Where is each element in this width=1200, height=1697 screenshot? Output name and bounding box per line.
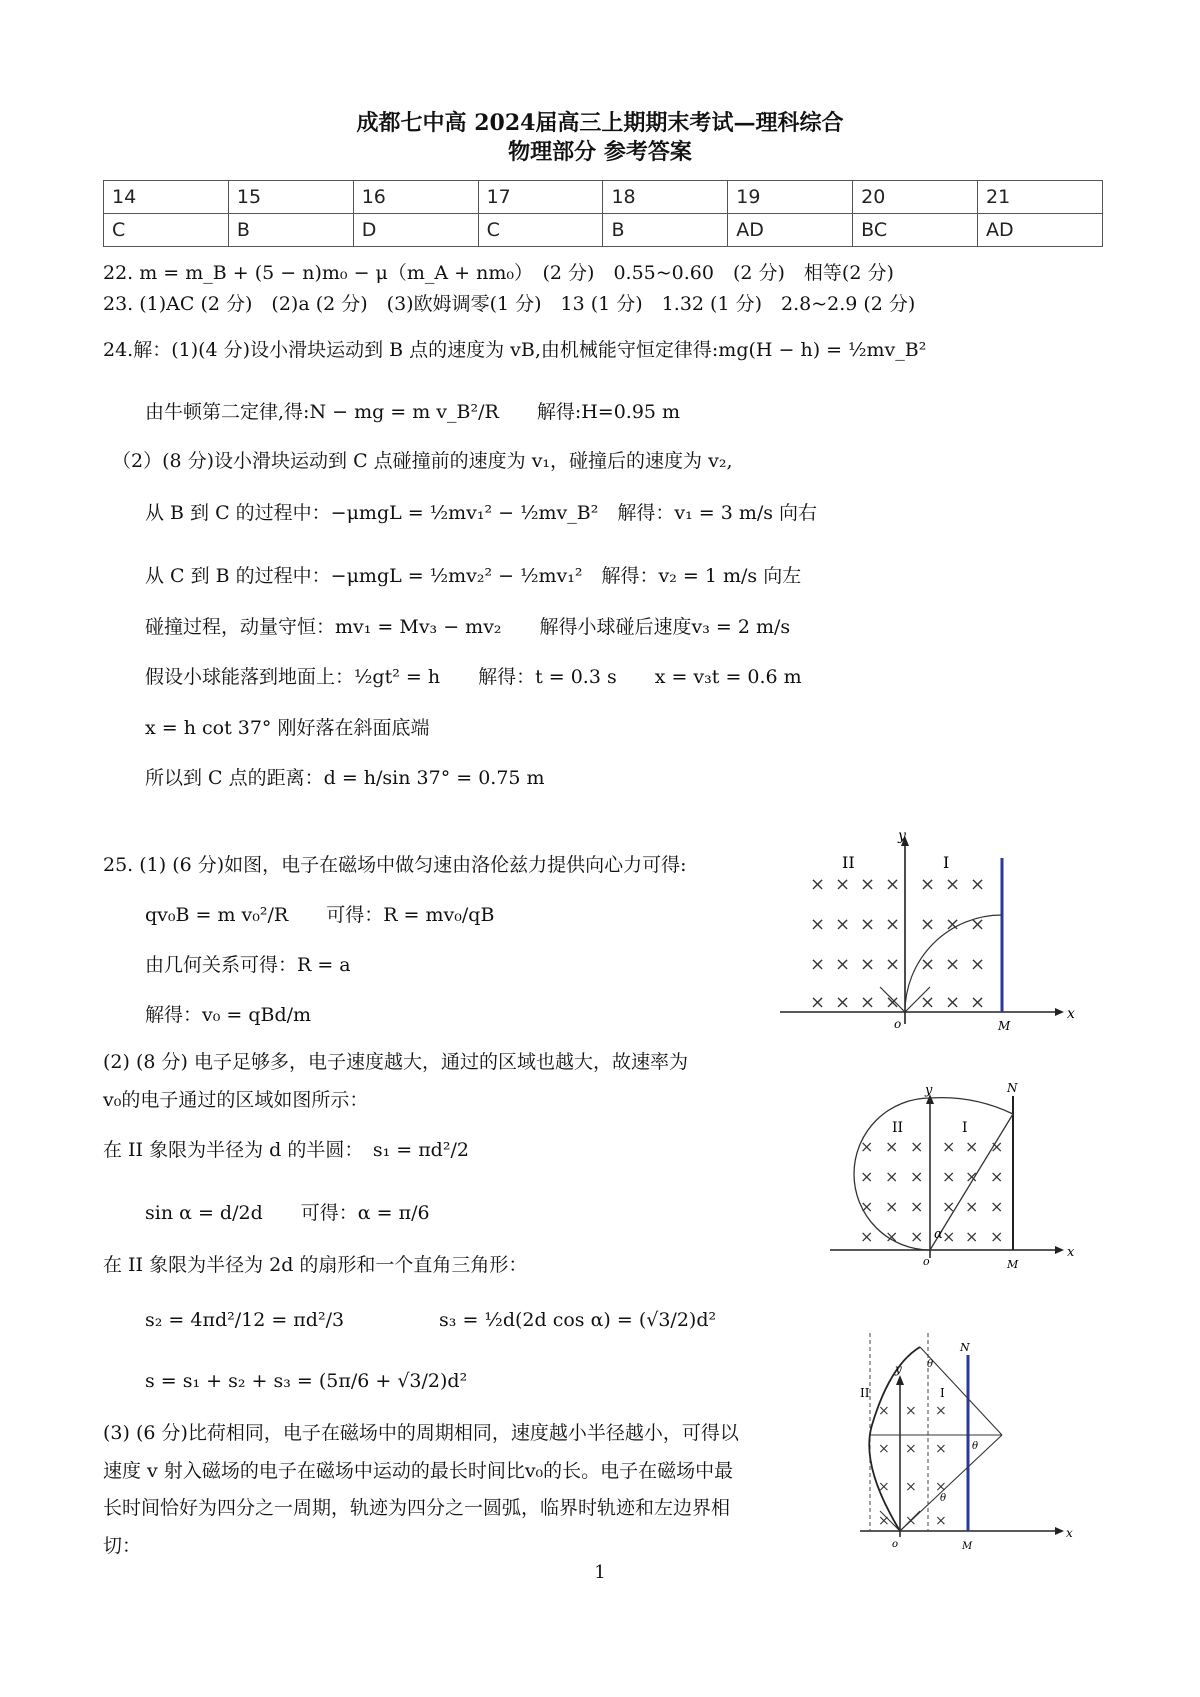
svg-text:×: × xyxy=(942,1137,956,1156)
svg-text:×: × xyxy=(885,1197,899,1216)
region-i-label: I xyxy=(943,853,950,872)
svg-text:×: × xyxy=(965,1197,979,1216)
svg-text:×: × xyxy=(910,1197,924,1216)
x-axis-label: x xyxy=(1066,1526,1073,1540)
answer-cell: BC xyxy=(853,214,978,247)
q25-line: 切： xyxy=(103,1535,142,1557)
q24-line: 假设小球能落到地面上：½gt² = h 解得：t = 0.3 s x = v₃t = 0.6 m xyxy=(145,666,802,688)
y-axis-label: y xyxy=(925,1083,933,1098)
q25-line: 解得：v₀ = qBd/m xyxy=(145,1004,312,1026)
region-ii-label: II xyxy=(842,853,855,872)
q24-line: 所以到 C 点的距离：d = h/sin 37° = 0.75 m xyxy=(145,767,545,789)
answer-cell: AD xyxy=(728,214,853,247)
svg-text:×: × xyxy=(885,1167,899,1186)
q25-line: 长时间恰好为四分之一周期，轨迹为四分之一圆弧，临界时轨迹和左边界相 xyxy=(103,1497,731,1519)
svg-text:×: × xyxy=(885,874,901,895)
svg-text:×: × xyxy=(945,992,961,1013)
q25-line: 25. (1) (6 分)如图，电子在磁场中做匀速由洛伦兹力提供向心力可得: xyxy=(103,854,687,876)
svg-text:×: × xyxy=(835,874,851,895)
svg-text:×: × xyxy=(970,992,986,1013)
svg-text:×: × xyxy=(885,954,901,975)
y-axis-label: y xyxy=(895,1362,902,1376)
svg-text:×: × xyxy=(970,954,986,975)
svg-text:×: × xyxy=(905,1403,917,1419)
svg-text:×: × xyxy=(835,992,851,1013)
region-ii-label: II xyxy=(892,1120,904,1136)
answer-cell: C xyxy=(478,214,603,247)
svg-text:×: × xyxy=(920,992,936,1013)
page-subtitle: 物理部分 参考答案 xyxy=(508,139,692,165)
answer-table-answers-row xyxy=(104,214,1103,247)
svg-text:×: × xyxy=(860,874,876,895)
svg-text:×: × xyxy=(885,1137,899,1156)
field-crosses xyxy=(810,874,985,1013)
angle-alpha-label: α xyxy=(934,1227,943,1242)
question-number: 15 xyxy=(228,181,353,214)
svg-text:×: × xyxy=(885,992,901,1013)
q22-answer: 22. m = m_B + (5 − n)m₀ − μ（m_A + nm₀） (2 分) 0.55~0.60 (2 分) 相等(2 分) xyxy=(103,262,894,284)
question-number: 20 xyxy=(853,181,978,214)
svg-text:×: × xyxy=(942,1197,956,1216)
answer-table xyxy=(103,180,1103,247)
svg-text:×: × xyxy=(878,1513,890,1529)
question-number: 21 xyxy=(978,181,1103,214)
point-n-label: N xyxy=(960,1341,970,1354)
region-i-label: I xyxy=(962,1120,968,1136)
svg-text:×: × xyxy=(990,1167,1004,1186)
q24-line: 从 C 到 B 的过程中：−μmgL = ½mv₂² − ½mv₁² 解得：v₂ = 1 m/s 向左 xyxy=(145,565,802,587)
svg-text:×: × xyxy=(810,914,826,935)
q25-line: qv₀B = m v₀²/R 可得：R = mv₀/qB xyxy=(145,904,495,926)
figure-1-magnetic-field xyxy=(780,828,1080,1038)
angle-theta-label: θ xyxy=(927,1359,934,1370)
svg-text:×: × xyxy=(920,874,936,895)
x-axis-label: x xyxy=(1067,1006,1075,1022)
svg-text:×: × xyxy=(910,1227,924,1246)
question-number: 17 xyxy=(478,181,603,214)
q25-line: s₂ = 4πd²/12 = πd²/3 s₃ = ½d(2d cos α) = (√3/2)d² xyxy=(145,1309,717,1331)
svg-text:×: × xyxy=(878,1441,890,1457)
q24-line: 碰撞过程，动量守恒：mv₁ = Mv₃ − mv₂ 解得小球碰后速度v₃ = 2 m/s xyxy=(145,616,791,638)
angle-theta-label: θ xyxy=(940,1493,947,1504)
x-axis-arrow-icon xyxy=(1055,1008,1064,1016)
q24-line: 24.解：(1)(4 分)设小滑块运动到 B 点的速度为 vB,由机械能守恒定律得:mg(H − h) = ½mv_B² xyxy=(103,339,927,361)
svg-text:×: × xyxy=(945,954,961,975)
q25-line: 在 II 象限为半径为 d 的半圆： s₁ = πd²/2 xyxy=(103,1139,469,1161)
region-i-label: I xyxy=(940,1386,945,1400)
question-number: 14 xyxy=(104,181,229,214)
question-number: 18 xyxy=(603,181,728,214)
x-axis-arrow-icon xyxy=(1055,1246,1064,1254)
region-ii-label: II xyxy=(860,1386,870,1400)
answer-cell: D xyxy=(353,214,478,247)
svg-text:×: × xyxy=(990,1197,1004,1216)
svg-text:×: × xyxy=(905,1441,917,1457)
svg-text:×: × xyxy=(990,1227,1004,1246)
svg-text:×: × xyxy=(885,1227,899,1246)
q24-line: 由牛顿第二定律,得:N − mg = m v_B²/R 解得:H=0.95 m xyxy=(145,401,681,423)
svg-text:×: × xyxy=(920,954,936,975)
svg-text:×: × xyxy=(935,1513,947,1529)
point-m-label: M xyxy=(998,1019,1011,1033)
point-m-label: M xyxy=(1007,1258,1019,1271)
svg-text:×: × xyxy=(920,914,936,935)
q24-line: 从 B 到 C 的过程中：−μmgL = ½mv₁² − ½mv_B² 解得：v₁ = 3 m/s 向右 xyxy=(145,502,818,524)
svg-text:×: × xyxy=(945,874,961,895)
q25-line: (3) (6 分)比荷相同，电子在磁场中的周期相同，速度越小半径越小，可得以 xyxy=(103,1422,739,1444)
svg-text:×: × xyxy=(970,914,986,935)
y-axis-arrow-icon xyxy=(896,1375,904,1385)
svg-text:×: × xyxy=(810,992,826,1013)
svg-text:×: × xyxy=(835,914,851,935)
q25-line: s = s₁ + s₂ + s₃ = (5π/6 + √3/2)d² xyxy=(145,1370,468,1392)
svg-text:×: × xyxy=(910,1167,924,1186)
q23-answer: 23. (1)AC (2 分) (2)a (2 分) (3)欧姆调零(1 分) 13 (1 分) 1.32 (1 分) 2.8~2.9 (2 分) xyxy=(103,293,916,315)
svg-text:×: × xyxy=(942,1167,956,1186)
field-crosses xyxy=(860,1137,1003,1246)
q25-line: v₀的电子通过的区域如图所示： xyxy=(103,1089,369,1111)
q25-line: 在 II 象限为半径为 2d 的扇形和一个直角三角形： xyxy=(103,1254,528,1276)
q25-line: (2) (8 分) 电子足够多，电子速度越大，通过的区域也越大，故速率为 xyxy=(103,1051,688,1073)
svg-text:×: × xyxy=(860,914,876,935)
question-number: 16 xyxy=(353,181,478,214)
svg-text:×: × xyxy=(810,874,826,895)
figure-2-electron-region xyxy=(830,1080,1080,1280)
svg-text:×: × xyxy=(970,874,986,895)
origin-label: o xyxy=(892,1539,899,1550)
origin-label: o xyxy=(894,1017,902,1031)
q24-line: x = h cot 37° 刚好落在斜面底端 xyxy=(145,717,430,739)
svg-text:×: × xyxy=(945,914,961,935)
svg-text:×: × xyxy=(942,1227,956,1246)
svg-text:×: × xyxy=(910,1137,924,1156)
q25-line: sin α = d/2d 可得：α = π/6 xyxy=(145,1202,430,1224)
svg-text:×: × xyxy=(905,1513,917,1529)
question-number: 19 xyxy=(728,181,853,214)
svg-text:×: × xyxy=(990,1137,1004,1156)
answer-cell: AD xyxy=(978,214,1103,247)
svg-text:×: × xyxy=(965,1167,979,1186)
q25-line: 由几何关系可得：R = a xyxy=(145,954,351,976)
svg-text:×: × xyxy=(860,1167,874,1186)
svg-text:×: × xyxy=(965,1137,979,1156)
svg-text:×: × xyxy=(935,1403,947,1419)
svg-text:×: × xyxy=(965,1227,979,1246)
svg-text:×: × xyxy=(860,1227,874,1246)
svg-text:×: × xyxy=(810,954,826,975)
page-number: 1 xyxy=(594,1562,606,1583)
q24-line: （2）(8 分)设小滑块运动到 C 点碰撞前的速度为 v₁，碰撞后的速度为 v₂, xyxy=(112,450,733,472)
point-m-label: M xyxy=(962,1541,973,1552)
svg-text:×: × xyxy=(878,1403,890,1419)
answer-table-numbers-row xyxy=(104,181,1103,214)
origin-label: o xyxy=(923,1255,930,1268)
svg-text:×: × xyxy=(860,1137,874,1156)
answer-cell: C xyxy=(104,214,229,247)
svg-text:×: × xyxy=(835,954,851,975)
svg-text:×: × xyxy=(878,1479,890,1495)
svg-text:×: × xyxy=(860,992,876,1013)
x-axis-label: x xyxy=(1067,1245,1075,1260)
svg-text:×: × xyxy=(935,1441,947,1457)
svg-text:×: × xyxy=(905,1479,917,1495)
angle-theta-label: θ xyxy=(972,1441,979,1452)
svg-text:×: × xyxy=(860,954,876,975)
answer-cell: B xyxy=(228,214,353,247)
svg-text:×: × xyxy=(860,1197,874,1216)
y-axis-label: y xyxy=(898,828,906,844)
q25-line: 速度 v 射入磁场的电子在磁场中运动的最长时间比v₀的长。电子在磁场中最 xyxy=(103,1460,734,1482)
x-axis-arrow-icon xyxy=(1055,1527,1064,1535)
answer-cell: B xyxy=(603,214,728,247)
svg-text:×: × xyxy=(885,914,901,935)
point-n-label: N xyxy=(1007,1081,1018,1095)
svg-text:×: × xyxy=(935,1479,947,1495)
figure-3-longest-time-trajectory xyxy=(860,1325,1080,1565)
page-title: 成都七中高 2024届高三上期期末考试—理科综合 xyxy=(356,110,844,136)
